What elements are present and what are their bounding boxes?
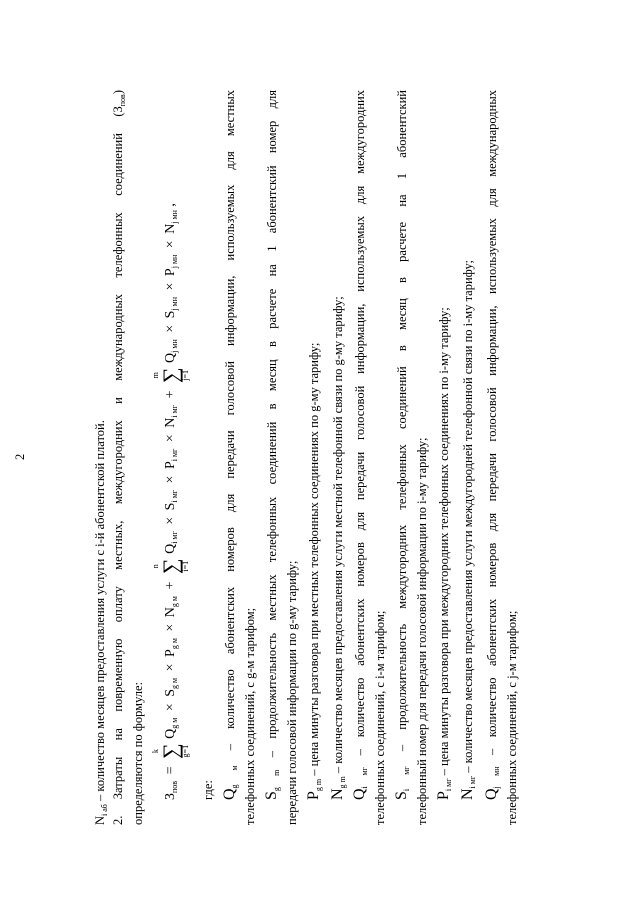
def-q-jmn: $Q_{j мн}$ – количество абонентских номеров для передачи голосовой информации, используемых для международных xyxy=(483,90,501,800)
text-line-item-2: 2. Затраты на повременную оплату местных, междугородних и международных телефонных соединений $(З_{пов})$ xyxy=(111,90,127,825)
def-q-img: $Q_{i мг}$ – количество абонентских номеров для передачи голосовой информации, используемых для междугородних xyxy=(351,90,369,800)
def-q-gm: $Q_{g м}$ – количество абонентских номеров для передачи голосовой информации, используемых для местных xyxy=(221,90,239,800)
def-p-img: $P_{i мг}$ – цена минуты разговора при междугородних телефонных соединениях по i-му тарифу; xyxy=(435,307,453,800)
def-p-gm: $P_{g m}$ – цена минуты разговора при местных телефонных соединениях по g-му тарифу; xyxy=(305,342,323,800)
sum-symbol-j: m ∑ j=1 xyxy=(151,367,190,384)
def-n-gm: $N_{g m}$ – количество месяцев предоставления услуги местной телефонной связи по g-му тарифу; xyxy=(329,296,347,800)
def-s-gm: $S_{g m}$ – продолжительность местных телефонных соединений в месяц в расчете на 1 абонентский номер для xyxy=(263,90,281,800)
sum-symbol-i: n ∑ i=1 xyxy=(151,558,190,575)
def-q-img-cont: телефонных соединений, с i-м тарифом; xyxy=(373,610,387,825)
page-number: 2 xyxy=(13,453,27,460)
def-s-gm-cont: передачи голосовой информации по g-му тарифу; xyxy=(285,560,299,825)
def-s-img-cont: телефонный номер для передачи голосовой информации по i-му тарифу; xyxy=(415,437,429,825)
text-where: где: xyxy=(201,780,215,800)
text-line-formula-intro: определяются по формуле: xyxy=(131,681,145,825)
def-q-jmn-cont: телефонных соединений, с j-м тарифом; xyxy=(505,610,519,825)
sum-symbol-g: k ∑ g=1 xyxy=(151,743,190,760)
text-line-n-iab: $N_{i аб}$ – количество месяцев предоставления услуги с i-й абонентской платой. xyxy=(93,420,109,825)
def-n-img: $N_{i мг}$ – количество месяцев предоставления услуги междугородней телефонной связи по i-му тарифу; xyxy=(459,259,477,800)
def-s-img: $S_{i мг}$ – продолжительность междугородних телефонных соединений в месяц в расчете на 1 абонентский xyxy=(393,90,411,800)
def-q-gm-cont: телефонных соединений, с g-м тарифом; xyxy=(243,607,257,825)
formula-z-pov: $З_{пов}$ = k ∑ g=1 $Q_{g м} \times S_{g м} \times P_{g м} \times N_{g м}$ + n ∑ i=1 $Q_{i мг} \times S_{i мг} \times P_{i мг} \times N_{i мг}$ + m ∑ j=1 $Q_{j мн} \times S_{j мн} \times P_{j мн} \times N_{j мн}$ , xyxy=(151,203,190,800)
